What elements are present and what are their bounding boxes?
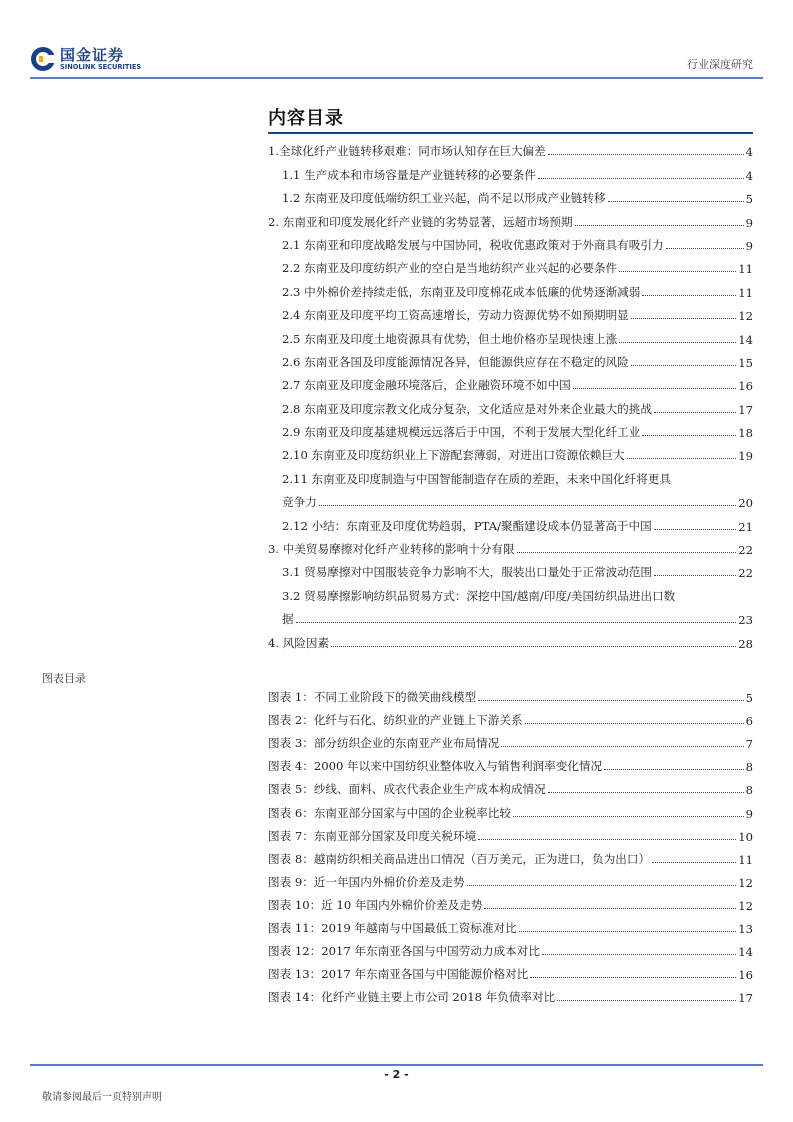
figure-entry[interactable] — [268, 751, 753, 774]
footer-divider — [30, 1064, 763, 1066]
leader-dots — [525, 723, 744, 724]
figure-entry-label: 图表 1：不同工业阶段下的微笑曲线模型 — [268, 690, 477, 705]
toc-entry[interactable] — [268, 347, 753, 370]
figure-entry-label: 图表 12：2017 年东南亚各国与中国劳动力成本对比 — [268, 944, 540, 959]
figure-entry[interactable] — [268, 890, 753, 913]
figure-entry[interactable] — [268, 728, 753, 751]
toc-entry[interactable] — [268, 604, 753, 627]
leader-dots — [501, 746, 743, 747]
toc-entry-label: 2. 东南亚和印度发展化纤产业链的劣势显著，远超市场预期 — [268, 214, 573, 229]
toc-entry-page: 4 — [745, 145, 753, 160]
leader-dots — [604, 769, 744, 770]
figure-entry-page: 17 — [738, 991, 753, 1006]
toc-entry-first-line[interactable] — [268, 463, 753, 486]
figure-entry-label: 图表 8：越南纺织相关商品进出口情况（百万美元，正为进口，负为出口） — [268, 851, 651, 866]
leader-dots — [467, 885, 737, 886]
toc-entry-label-continued: 据 — [282, 612, 294, 627]
toc-entry-label: 2.5 东南亚及印度土地资源具有优势，但土地价格亦呈现快速上涨 — [282, 331, 618, 346]
page-number: - 2 - — [384, 1068, 409, 1081]
toc-entry-page: 18 — [738, 426, 753, 441]
leader-dots — [642, 435, 736, 436]
toc-entry-page: 4 — [745, 168, 753, 183]
toc-entry[interactable] — [268, 510, 753, 533]
figure-entry-page: 11 — [738, 852, 753, 867]
toc-entry-label: 1.2 东南亚及印度低端纺织工业兴起，尚不足以形成产业链转移 — [282, 191, 606, 206]
figure-entry[interactable] — [268, 774, 753, 797]
leader-dots — [573, 388, 736, 389]
figure-entry[interactable] — [268, 821, 753, 844]
toc-entry-page: 11 — [738, 262, 753, 277]
figure-entry-page: 7 — [745, 737, 753, 752]
figure-entry-page: 8 — [745, 783, 753, 798]
figure-entry[interactable] — [268, 797, 753, 820]
figure-entry-page: 8 — [745, 760, 753, 775]
toc-entry-page: 16 — [738, 379, 753, 394]
table-of-contents — [268, 136, 753, 651]
toc-entry-label: 2.3 中外棉价差持续走低，东南亚及印度棉花成本低廉的优势逐渐减弱 — [282, 284, 641, 299]
figure-entry[interactable] — [268, 867, 753, 890]
toc-entry-page: 9 — [745, 215, 753, 230]
figure-entry-page: 12 — [738, 875, 753, 890]
toc-entry-page: 19 — [738, 449, 753, 464]
toc-entry-label: 3.1 贸易摩擦对中国服装竞争力影响不大，服装出口量处于正常波动范围 — [282, 565, 652, 580]
figure-entry-page: 13 — [738, 922, 753, 937]
sinolink-logo-icon — [30, 46, 56, 72]
toc-entry-page: 15 — [738, 355, 753, 370]
toc-entry-label: 3. 中美贸易摩擦对化纤产业转移的影响十分有限 — [268, 542, 515, 557]
figure-entry-label: 图表 3：部分纺织企业的东南亚产业布局情况 — [268, 736, 500, 751]
toc-entry[interactable] — [268, 627, 753, 650]
leader-dots — [548, 154, 744, 155]
toc-title: 内容目录 — [268, 108, 344, 129]
toc-entry-label: 2.9 东南亚及印度基建规模远远落后于中国，不利于发展大型化纤工业 — [282, 425, 641, 440]
figure-entry-page: 6 — [745, 714, 753, 729]
toc-entry[interactable] — [268, 183, 753, 206]
leader-dots — [557, 1000, 736, 1001]
toc-entry[interactable] — [268, 393, 753, 416]
toc-entry-page: 12 — [738, 309, 753, 324]
figure-entry-page: 12 — [738, 898, 753, 913]
leader-dots — [652, 862, 736, 863]
leader-dots — [654, 575, 736, 576]
figure-entry[interactable] — [268, 982, 753, 1005]
leader-dots — [296, 622, 737, 623]
leader-dots — [631, 365, 736, 366]
leader-dots — [478, 839, 736, 840]
toc-entry[interactable] — [268, 323, 753, 346]
leader-dots — [484, 908, 736, 909]
figure-entry-label: 图表 4：2000 年以来中国纺织业整体收入与销售利润率变化情况 — [268, 759, 603, 774]
toc-entry[interactable] — [268, 253, 753, 276]
leader-dots — [619, 271, 736, 272]
leader-dots — [331, 646, 736, 647]
leader-dots — [631, 318, 736, 319]
toc-entry-label: 1.全球化纤产业链转移艰难：同市场认知存在巨大偏差 — [268, 144, 546, 159]
toc-entry-page: 22 — [738, 543, 753, 558]
leader-dots — [542, 954, 736, 955]
leader-dots — [538, 178, 744, 179]
list-of-figures — [268, 682, 753, 1005]
figures-heading: 图表目录 — [42, 672, 86, 685]
leader-dots — [519, 931, 737, 932]
company-logo — [30, 44, 150, 74]
toc-entry-label: 4. 风险因素 — [268, 635, 330, 650]
toc-entry[interactable] — [268, 440, 753, 463]
leader-dots — [642, 295, 736, 296]
figure-entry-label: 图表 13：2017 年东南亚各国与中国能源价格对比 — [268, 967, 529, 982]
toc-entry-label: 2.11 东南亚及印度制造与中国智能制造存在质的差距，未来中国化纤将更具 — [282, 471, 671, 486]
toc-entry[interactable] — [268, 206, 753, 229]
figure-entry-label: 图表 11：2019 年越南与中国最低工资标准对比 — [268, 921, 517, 936]
leader-dots — [548, 792, 744, 793]
figure-entry[interactable] — [268, 705, 753, 728]
disclaimer-note: 敬请参阅最后一页特别声明 — [42, 1092, 162, 1103]
toc-entry-label-continued: 竞争力 — [282, 495, 317, 510]
leader-dots — [530, 977, 736, 978]
toc-entry-label: 2.1 东南亚和印度战略发展与中国协同，税收优惠政策对于外商具有吸引力 — [282, 237, 664, 252]
leader-dots — [627, 458, 737, 459]
toc-entry[interactable] — [268, 230, 753, 253]
figure-entry-page: 16 — [738, 968, 753, 983]
logo-chinese-name: 国金证券 — [60, 46, 125, 64]
toc-entry[interactable] — [268, 159, 753, 182]
figure-entry[interactable] — [268, 936, 753, 959]
leader-dots — [619, 342, 736, 343]
leader-dots — [478, 700, 743, 701]
toc-entry-page: 14 — [738, 332, 753, 347]
leader-dots — [654, 412, 736, 413]
logo-english-name: SINOLINK SECURITIES — [60, 63, 142, 71]
figure-entry-page: 14 — [738, 945, 753, 960]
figure-entry-page: 10 — [738, 829, 753, 844]
toc-entry[interactable] — [268, 557, 753, 580]
figure-entry-label: 图表 9：近一年国内外棉价价差及走势 — [268, 874, 465, 889]
toc-entry-label: 2.12 小结：东南亚及印度优势趋弱，PTA/聚酯建设成本仍显著高于中国 — [282, 518, 652, 533]
figure-entry-page: 9 — [745, 806, 753, 821]
toc-entry[interactable] — [268, 276, 753, 299]
figure-entry[interactable] — [268, 682, 753, 705]
toc-entry-page: 5 — [745, 192, 753, 207]
toc-entry[interactable] — [268, 534, 753, 557]
figure-entry-label: 图表 5：纱线、面料、成衣代表企业生产成本构成情况 — [268, 782, 546, 797]
header-divider — [30, 77, 763, 79]
leader-dots — [575, 225, 744, 226]
toc-entry-page: 28 — [738, 636, 753, 651]
toc-entry[interactable] — [268, 417, 753, 440]
leader-dots — [654, 529, 737, 530]
toc-entry-label: 1.1 生产成本和市场容量是产业链转移的必要条件 — [282, 167, 536, 182]
figure-entry[interactable] — [268, 844, 753, 867]
toc-entry-label: 2.7 东南亚及印度金融环境落后，企业融资环境不如中国 — [282, 378, 571, 393]
figure-entry[interactable] — [268, 913, 753, 936]
toc-entry[interactable] — [268, 487, 753, 510]
figure-entry-label: 图表 2：化纤与石化、纺织业的产业链上下游关系 — [268, 713, 523, 728]
toc-entry-label: 2.10 东南亚及印度纺织业上下游配套薄弱，对进出口资源依赖巨大 — [282, 448, 625, 463]
toc-entry-page: 11 — [738, 285, 753, 300]
toc-entry[interactable] — [268, 300, 753, 323]
figure-entry-label: 图表 7：东南亚部分国家及印度关税环境 — [268, 828, 477, 843]
leader-dots — [517, 552, 737, 553]
toc-entry-label: 3.2 贸易摩擦影响纺织品贸易方式：深挖中国/越南/印度/美国纺织品进出口数 — [282, 588, 676, 603]
toc-entry-page: 21 — [738, 519, 753, 534]
page-header — [0, 0, 793, 80]
toc-entry-page: 9 — [745, 238, 753, 253]
leader-dots — [319, 505, 736, 506]
toc-entry-page: 23 — [738, 613, 753, 628]
figure-entry-label: 图表 6：东南亚部分国家与中国的企业税率比较 — [268, 805, 511, 820]
toc-title-underline — [268, 132, 753, 134]
figure-entry-label: 图表 10：近 10 年国内外棉价价差及走势 — [268, 897, 483, 912]
toc-entry-label: 2.4 东南亚及印度平均工资高速增长，劳动力资源优势不如预期明显 — [282, 308, 629, 323]
leader-dots — [513, 816, 744, 817]
figure-entry-label: 图表 14：化纤产业链主要上市公司 2018 年负债率对比 — [268, 990, 556, 1005]
leader-dots — [608, 201, 744, 202]
report-type: 行业深度研究 — [687, 58, 753, 71]
figure-entry[interactable] — [268, 959, 753, 982]
figure-entry-page: 5 — [745, 691, 753, 706]
leader-dots — [666, 248, 744, 249]
toc-entry-page: 20 — [738, 496, 753, 511]
toc-entry-label: 2.2 东南亚及印度纺织产业的空白是当地纺织产业兴起的必要条件 — [282, 261, 618, 276]
toc-entry[interactable] — [268, 136, 753, 159]
toc-entry-label: 2.6 东南亚各国及印度能源情况各异，但能源供应存在不稳定的风险 — [282, 354, 629, 369]
toc-entry-page: 17 — [738, 402, 753, 417]
toc-entry-first-line[interactable] — [268, 580, 753, 603]
toc-entry-label: 2.8 东南亚及印度宗教文化成分复杂，文化适应是对外来企业最大的挑战 — [282, 401, 652, 416]
toc-entry[interactable] — [268, 370, 753, 393]
toc-entry-page: 22 — [738, 566, 753, 581]
